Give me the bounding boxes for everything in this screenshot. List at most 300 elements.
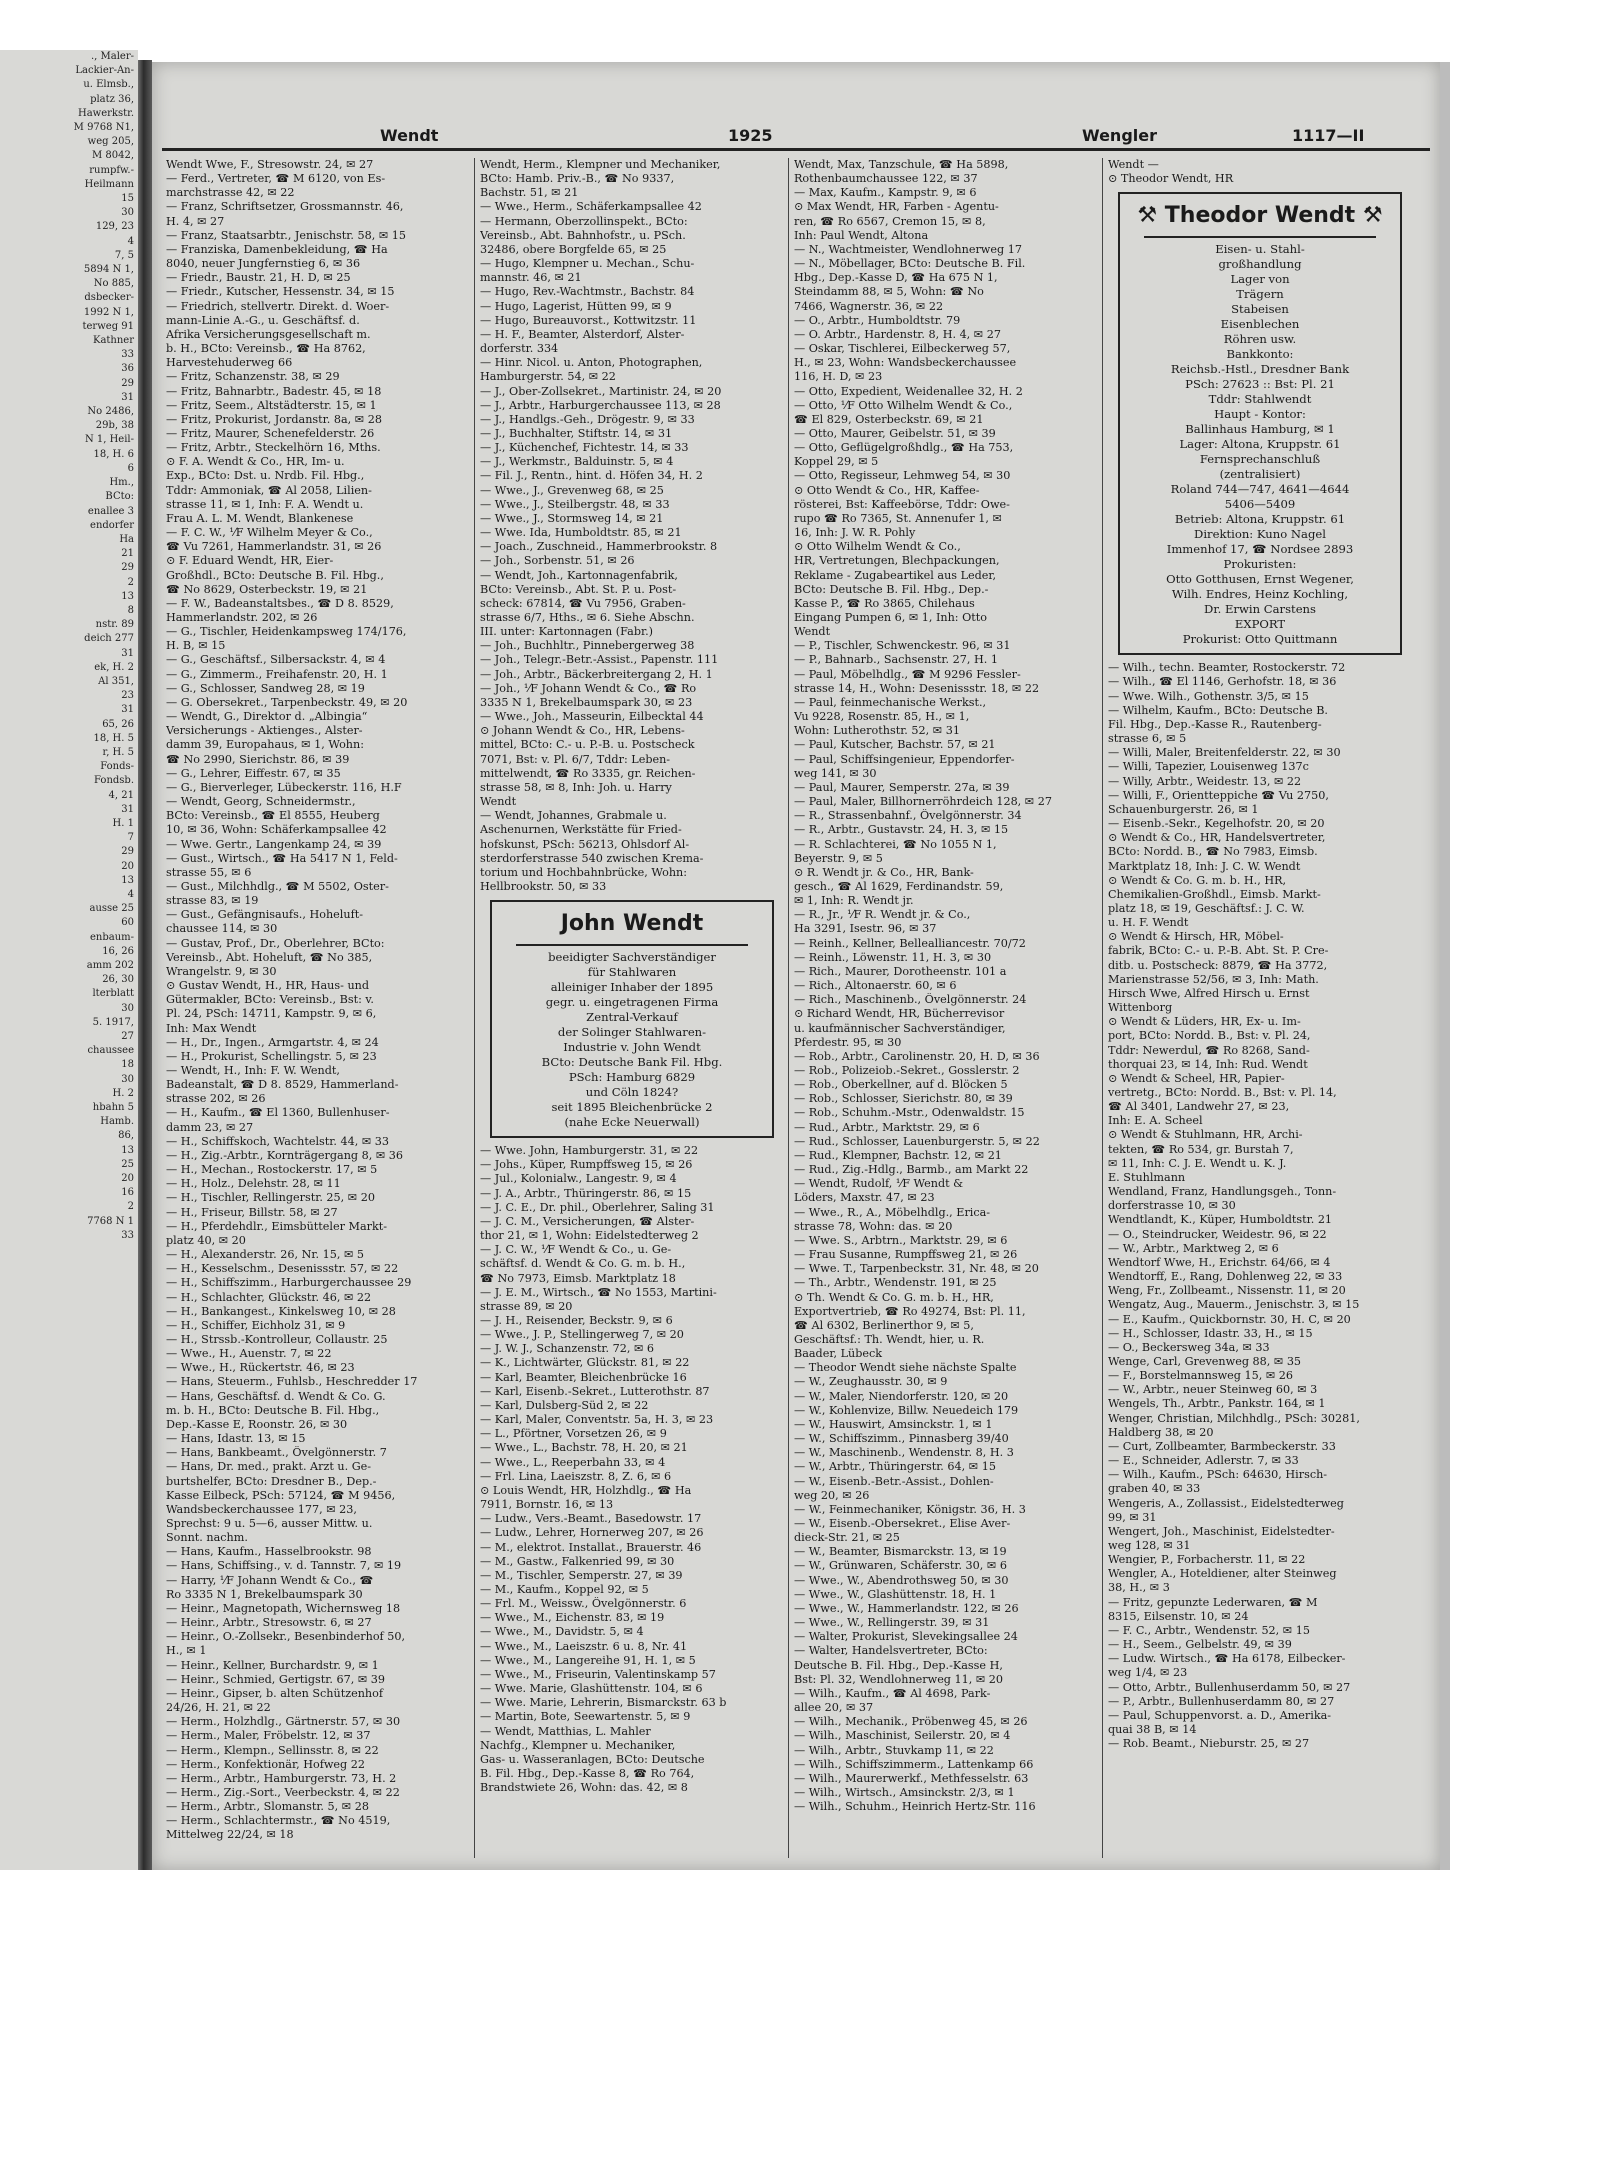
directory-entry: ☎ Vu 7261, Hammerlandstr. 31, ✉ 26 — [166, 540, 382, 554]
directory-entry: — O., Steindrucker, Weidestr. 96, ✉ 22 — [1108, 1227, 1327, 1241]
directory-entry: Ro 3335 N 1, Brekelbaumspark 30 — [166, 1587, 363, 1601]
directory-entry: — Heinr., Gipser, b. alten Schützenhof — [166, 1686, 383, 1700]
directory-entry: — Otto, Geflügelgroßhdlg., ☎ Ha 753, — [794, 441, 1014, 455]
directory-entry: — Fritz, Schanzenstr. 38, ✉ 29 — [166, 370, 340, 384]
directory-entry: — Otto, Regisseur, Lehmweg 54, ✉ 30 — [794, 469, 1011, 483]
sliver-line: 20 — [121, 860, 134, 872]
directory-entry: — H., Pferdehdlr., Eimsbütteler Markt- — [166, 1219, 388, 1233]
sliver-line: 29 — [121, 562, 134, 574]
directory-entry: 8315, Eilsenstr. 10, ✉ 24 — [1108, 1609, 1249, 1623]
directory-entry: — Reinh., Löwenstr. 11, H. 3, ✉ 30 — [794, 950, 992, 964]
directory-entry: — Frl. M., Weissw., Övelgönnerstr. 6 — [480, 1597, 687, 1611]
directory-entry: 7071, Bst: v. Pl. 6/7, Tddr: Leben- — [480, 752, 671, 766]
directory-entry: — R., Strassenbahnf., Övelgönnerstr. 34 — [794, 809, 1022, 823]
directory-entry: — P., Bahnarb., Sachsenstr. 27, H. 1 — [794, 653, 998, 667]
sliver-line: M 9768 N1, — [73, 122, 134, 134]
directory-entry: 16, Inh: J. W. R. Pohly — [794, 526, 916, 540]
directory-entry: 24/26, H. 21, ✉ 22 — [166, 1701, 271, 1715]
directory-entry: — Max, Kaufm., Kampstr. 9, ✉ 6 — [794, 186, 977, 200]
directory-entry: — Paul, Schuppenvorst. a. D., Amerika- — [1108, 1708, 1332, 1722]
directory-entry: 7466, Wagnerstr. 36, ✉ 22 — [794, 299, 944, 313]
sliver-line: 31 — [121, 391, 134, 403]
advertisement-rule — [516, 944, 748, 946]
sliver-line: deich 277 — [84, 633, 134, 645]
directory-entry: Koppel 29, ✉ 5 — [794, 455, 879, 469]
advertisement-line: gegr. u. eingetragenen Firma — [545, 995, 719, 1010]
directory-entry: — Wwe., M., Langereihe 91, H. 1, ✉ 5 — [480, 1653, 696, 1667]
sliver-line: ek, H. 2 — [94, 661, 134, 673]
directory-entry: schäftsf. d. Wendt & Co. G. m. b. H., — [480, 1257, 686, 1271]
directory-entry: — Paul, Maurer, Semperstr. 27a, ✉ 39 — [794, 780, 1010, 794]
directory-entry: ⊙ Johann Wendt & Co., HR, Lebens- — [480, 724, 685, 738]
sliver-line: Lackier-An- — [75, 65, 134, 77]
sliver-line: chaussee — [87, 1045, 134, 1057]
directory-entry: chaussee 114, ✉ 30 — [166, 922, 278, 936]
header-page-number: 1117—II — [1292, 126, 1365, 145]
sliver-line: 4 — [127, 235, 134, 247]
sliver-line: 26, 30 — [102, 974, 134, 986]
directory-entry: ✉ 11, Inh: C. J. E. Wendt u. K. J. — [1108, 1156, 1287, 1170]
directory-entry: — Wwe. John, Hamburgerstr. 31, ✉ 22 — [480, 1144, 699, 1158]
directory-entry: — Wwe., L., Bachstr. 78, H. 20, ✉ 21 — [480, 1441, 688, 1455]
directory-entry: — Hugo, Bureauvorst., Kottwitzstr. 11 — [480, 313, 697, 327]
directory-entry: Wrangelstr. 9, ✉ 30 — [166, 964, 277, 978]
directory-entry: port, BCto: Nordd. B., Bst: v. Pl. 24, — [1108, 1029, 1311, 1043]
sliver-line: Al 351, — [98, 675, 134, 687]
advertisement-line: Reichsb.-Hstl., Dresdner Bank — [1170, 362, 1350, 377]
directory-entry: BCto: Vereinsb., Abt. St. P. u. Post- — [480, 582, 677, 596]
sliver-line: BCto: — [105, 491, 134, 503]
directory-entry: — J., Arbtr., Harburgerchaussee 113, ✉ 28 — [480, 398, 721, 412]
directory-entry: — Fil. J., Rentn., hint. d. Höfen 34, H. 2 — [480, 469, 703, 483]
advertisement-line: Dr. Erwin Carstens — [1204, 602, 1316, 617]
advertisement-line: Wilh. Endres, Heinz Kochling, — [1171, 587, 1349, 602]
directory-entry: — F., Borstelmannsweg 15, ✉ 26 — [1108, 1369, 1294, 1383]
directory-entry: ☎ Al 6302, Berlinerthor 9, ✉ 5, — [794, 1318, 974, 1332]
directory-entry: Aschenurnen, Werkstätte für Fried- — [480, 823, 682, 837]
directory-entry: — W., Maler, Niendorferstr. 120, ✉ 20 — [794, 1389, 1009, 1403]
directory-entry: BCto: Vereinsb., ☎ El 8555, Heuberg — [166, 809, 380, 823]
directory-entry: — Wendt, Rudolf, ⅟F Wendt & — [794, 1177, 964, 1191]
directory-entry: — Hugo, Rev.-Wachtmstr., Bachstr. 84 — [480, 285, 695, 299]
advertisement-line: PSch: Hamburg 6829 — [568, 1070, 696, 1085]
directory-entry: Inh: E. A. Scheel — [1108, 1114, 1203, 1128]
advertisement-line: Lager: Altona, Kruppstr. 61 — [1179, 437, 1341, 452]
directory-entry: — J. H., Reisender, Beckstr. 9, ✉ 6 — [480, 1314, 673, 1327]
directory-entry: — Wwe., J. P., Stellingerweg 7, ✉ 20 — [480, 1328, 684, 1342]
directory-entry: — J., Buchhalter, Stiftstr. 14, ✉ 31 — [480, 426, 673, 440]
directory-entry: — Rob. Beamt., Nieburstr. 25, ✉ 27 — [1108, 1737, 1310, 1751]
directory-entry: ☎ El 829, Osterbeckstr. 69, ✉ 21 — [794, 412, 984, 426]
directory-entry: — K., Lichtwärter, Glückstr. 81, ✉ 22 — [480, 1356, 690, 1370]
directory-entry: — O., Beckersweg 34a, ✉ 33 — [1108, 1340, 1270, 1354]
directory-entry: — H., Schiffszimm., Harburgerchaussee 29 — [166, 1276, 412, 1290]
directory-entry: — H., Alexanderstr. 26, Nr. 15, ✉ 5 — [166, 1248, 364, 1262]
directory-entry: — H., Seem., Gelbelstr. 49, ✉ 39 — [1108, 1638, 1292, 1652]
sliver-line: enbaum- — [89, 931, 134, 943]
directory-entry: — Wilh., Mechanik., Pröbenweg 45, ✉ 26 — [794, 1715, 1028, 1729]
directory-entry: Steindamm 88, ✉ 5, Wohn: ☎ No — [794, 285, 984, 299]
directory-entry: — Wwe., J., Grevenweg 68, ✉ 25 — [480, 483, 664, 497]
directory-entry: — Wwe. S., Arbtrn., Marktstr. 29, ✉ 6 — [794, 1233, 1008, 1247]
directory-entry: — H., Schlachter, Glückstr. 46, ✉ 22 — [166, 1290, 372, 1304]
directory-entry: — Wendt, Johannes, Grabmale u. — [480, 809, 667, 823]
directory-entry: strasse 14, H., Wohn: Desenissstr. 18, ✉ 22 — [794, 681, 1040, 695]
directory-entry: Hbg., Dep.-Kasse D, ☎ Ha 675 N 1, — [794, 271, 998, 285]
directory-entry: gesch., ☎ Al 1629, Ferdinandstr. 59, — [794, 879, 1004, 893]
directory-entry: quai 38 B, ✉ 14 — [1108, 1723, 1197, 1737]
advertisement-line: Trägern — [1236, 287, 1284, 302]
directory-entry: — Otto, Arbtr., Bullenhuserdamm 50, ✉ 27 — [1108, 1680, 1351, 1694]
directory-entry: — H., Dr., Ingen., Armgartstr. 4, ✉ 24 — [166, 1035, 379, 1049]
sliver-line: 15 — [121, 193, 134, 205]
directory-entry: strasse 202, ✉ 26 — [166, 1092, 266, 1106]
column-2 — [480, 158, 784, 1858]
directory-entry: — W., Schiffszimm., Pinnasberg 39/40 — [794, 1432, 1009, 1446]
directory-entry: Marienstrasse 52/56, ✉ 3, Inh: Math. — [1108, 972, 1319, 986]
directory-entry: — Joh., Arbtr., Bäckerbreitergang 2, H. 1 — [480, 667, 713, 681]
directory-entry: — Wilh., Arbtr., Stuvkamp 11, ✉ 22 — [794, 1743, 994, 1757]
directory-entry: ⊙ Theodor Wendt, HR — [1108, 172, 1234, 186]
directory-entry: — N., Möbellager, BCto: Deutsche B. Fil. — [794, 257, 1026, 271]
sliver-line: 1992 N 1, — [83, 306, 134, 318]
directory-entry: — Herm., Holzhdlg., Gärtnerstr. 57, ✉ 30 — [166, 1715, 401, 1729]
directory-entry: marchstrasse 42, ✉ 22 — [166, 186, 295, 200]
sliver-line: 29b, 38 — [95, 420, 134, 432]
directory-entry: — Wwe. Wilh., Gothenstr. 3/5, ✉ 15 — [1108, 689, 1309, 703]
directory-entry: — Rob., Polizeiob.-Sekret., Gosslerstr. 2 — [794, 1064, 1020, 1077]
directory-entry: — E., Schneider, Adlerstr. 7, ✉ 33 — [1108, 1454, 1299, 1468]
directory-entry: scheck: 67814, ☎ Vu 7956, Graben- — [480, 596, 686, 610]
directory-entry: mittelwendt, ☎ Ro 3335, gr. Reichen- — [480, 766, 696, 780]
advertisement-line: Direktion: Kuno Nagel — [1194, 527, 1326, 542]
directory-entry: — Wwe., Herm., Schäferkampsallee 42 — [480, 200, 702, 214]
directory-entry: strasse 58, ✉ 8, Inh: Joh. u. Harry — [480, 780, 672, 794]
directory-entry: — Curt, Zollbeamter, Barmbeckerstr. 33 — [1108, 1439, 1336, 1453]
sliver-line: 36 — [121, 363, 134, 375]
directory-entry: strasse 89, ✉ 20 — [480, 1299, 573, 1313]
directory-entry: Sprechst: 9 u. 5—6, ausser Mittw. u. — [166, 1517, 373, 1530]
directory-entry: — Hans, Idastr. 13, ✉ 15 — [166, 1432, 306, 1446]
directory-entry: u. kaufmännischer Sachverständiger, — [794, 1021, 1006, 1035]
directory-entry: — G., Schlosser, Sandweg 28, ✉ 19 — [166, 681, 365, 695]
sliver-line: H. 1 — [112, 817, 134, 829]
sliver-line: 86, — [118, 1130, 134, 1142]
sliver-line: 13 — [121, 1144, 134, 1156]
directory-entry: strasse 11, ✉ 1, Inh: F. A. Wendt u. — [166, 497, 364, 511]
directory-entry: Kasse Eilbeck, PSch: 57124, ☎ M 9456, — [166, 1488, 396, 1502]
advertisement-line: (zentralisiert) — [1219, 467, 1301, 482]
directory-entry: — Willi, Tapezier, Louisenweg 137c — [1108, 760, 1309, 774]
directory-entry: — Wilh., Maurerwerkf., Methfesselstr. 63 — [794, 1771, 1029, 1785]
sliver-line: lterblatt — [92, 988, 134, 1000]
sliver-line: 23 — [121, 690, 134, 702]
advertisement-line: Prokuristen: — [1223, 557, 1297, 572]
directory-entry: Haldberg 38, ✉ 20 — [1108, 1425, 1214, 1439]
directory-entry: ☎ No 7973, Eimsb. Marktplatz 18 — [480, 1271, 676, 1285]
column-1 — [166, 158, 470, 1858]
sliver-line: Ha — [119, 533, 134, 545]
advertisement-line: für Stahlwaren — [587, 965, 677, 980]
directory-entry: strasse 83, ✉ 19 — [166, 894, 259, 908]
directory-entry: — Ludw. Wirtsch., ☎ Ha 6178, Eilbecker- — [1108, 1652, 1346, 1666]
directory-entry: Harvestehuderweg 66 — [166, 356, 293, 370]
directory-entry: H., ✉ 1 — [166, 1644, 207, 1658]
directory-entry: — Fritz, Seem., Altstädterstr. 15, ✉ 1 — [166, 398, 377, 412]
book-gutter — [138, 60, 152, 1870]
directory-entry: Wendt Wwe, F., Stresowstr. 24, ✉ 27 — [166, 158, 374, 171]
sliver-line: 13 — [121, 590, 134, 602]
directory-entry: — Joach., Zuschneid., Hammerbrookstr. 8 — [480, 540, 718, 554]
directory-entry: — M., elektrot. Installat., Brauerstr. 46 — [480, 1540, 702, 1554]
directory-entry: BCto: Hamb. Priv.-B., ☎ No 9337, — [480, 172, 675, 186]
directory-entry: — Wilhelm, Kaufm., BCto: Deutsche B. — [1108, 703, 1328, 717]
directory-entry: weg 141, ✉ 30 — [794, 766, 877, 780]
directory-entry: — Gustav, Prof., Dr., Oberlehrer, BCto: — [166, 936, 385, 950]
directory-entry: — Wilh., Wirtsch., Amsinckstr. 2/3, ✉ 1 — [794, 1785, 1015, 1799]
sliver-line: 4 — [127, 888, 134, 900]
directory-entry: weg 128, ✉ 31 — [1108, 1539, 1191, 1552]
advertisement-line: der Solinger Stahlwaren- — [557, 1025, 707, 1040]
directory-entry: — N., Wachtmeister, Wendlohnerweg 17 — [794, 242, 1022, 256]
sliver-line: 31 — [121, 704, 134, 716]
directory-entry: — R., Jr., ⅟F R. Wendt jr. & Co., — [794, 908, 971, 922]
directory-entry: — Gust., Gefängnisaufs., Hoheluft- — [166, 908, 363, 922]
sliver-line: 25 — [121, 1158, 134, 1170]
advertisement-line: Fernsprechanschluß — [1199, 452, 1321, 467]
directory-entry: — Hugo, Klempner u. Mechan., Schu- — [480, 257, 695, 271]
directory-entry: — J. W. J., Schanzenstr. 72, ✉ 6 — [480, 1342, 655, 1356]
directory-entry: — Rich., Altonaerstr. 60, ✉ 6 — [794, 979, 957, 993]
sliver-line: 30 — [121, 207, 134, 219]
directory-entry: — Theodor Wendt siehe nächste Spalte — [794, 1361, 1017, 1375]
directory-entry: — Wwe. Marie, Lehrerin, Bismarckstr. 63 b — [480, 1696, 727, 1710]
directory-entry: Rothenbaumchaussee 122, ✉ 37 — [794, 172, 978, 186]
directory-entry: weg 1/4, ✉ 23 — [1108, 1666, 1188, 1680]
directory-entry: — Wwe., W., Abendrothsweg 50, ✉ 30 — [794, 1573, 1009, 1587]
sliver-line: Fondsb. — [94, 775, 134, 787]
sliver-line: ., Maler- — [90, 51, 134, 62]
column-4 — [1108, 158, 1412, 1858]
sliver-line: 16 — [121, 1187, 134, 1199]
directory-entry: Eingang Pumpen 6, ✉ 1, Inh: Otto — [794, 611, 988, 624]
directory-entry: hofskunst, PSch: 56213, Ohlsdorf Al- — [480, 837, 690, 851]
advertisement-line: Zentral-Verkauf — [586, 1010, 678, 1025]
directory-entry: — W., Hauswirt, Amsinckstr. 1, ✉ 1 — [794, 1417, 993, 1431]
directory-entry: Bst: Pl. 32, Wendlohnerweg 11, ✉ 20 — [794, 1672, 1004, 1686]
directory-entry: — Wilh., Schuhm., Heinrich Hertz-Str. 116 — [794, 1800, 1036, 1814]
directory-entry: — Fritz, Prokurist, Jordanstr. 8a, ✉ 28 — [166, 412, 382, 426]
directory-entry: dorferstrasse 10, ✉ 30 — [1108, 1199, 1236, 1213]
directory-entry: — J., Handlgs.-Geh., Drögestr. 9, ✉ 33 — [480, 412, 695, 426]
sliver-line: 20 — [121, 1173, 134, 1185]
directory-entry: — J., Küchenchef, Fichtestr. 14, ✉ 33 — [480, 441, 689, 455]
directory-entry: — Friedrich, stellvertr. Direkt. d. Woer- — [166, 299, 390, 313]
directory-entry: — M., Kaufm., Koppel 92, ✉ 5 — [480, 1582, 649, 1596]
directory-entry: — Rud., Klempner, Bachstr. 12, ✉ 21 — [794, 1148, 1002, 1162]
sliver-line: N 1, Heil- — [84, 434, 134, 446]
directory-entry: — W., Eisenb.-Obersekret., Elise Aver- — [794, 1517, 1011, 1530]
directory-entry: Geschäftsf.: Th. Wendt, hier, u. R. — [794, 1332, 985, 1346]
sliver-line: 30 — [121, 1002, 134, 1014]
directory-entry: Wenge, Carl, Grevenweg 88, ✉ 35 — [1108, 1354, 1302, 1368]
header-year: 1925 — [728, 126, 773, 145]
advertisement-line: beeidigter Sachverständiger — [548, 950, 716, 965]
advertisement-line: Eisenblechen — [1220, 317, 1300, 332]
directory-entry: Dep.-Kasse E, Roonstr. 26, ✉ 30 — [166, 1417, 348, 1431]
sliver-line: 33 — [121, 349, 134, 361]
directory-entry: ☎ Al 3401, Landwehr 27, ✉ 23, — [1108, 1100, 1290, 1114]
directory-entry: allee 20, ✉ 37 — [794, 1701, 874, 1715]
directory-entry: — Wendt, Matthias, L. Mahler — [480, 1724, 651, 1738]
sliver-line: nstr. 89 — [95, 619, 134, 631]
advertisement-line: Roland 744—747, 4641—4644 — [1170, 482, 1350, 497]
directory-entry: — Wwe. Gertr., Langenkamp 24, ✉ 39 — [166, 837, 382, 851]
sliver-line: 16, 26 — [102, 945, 134, 957]
directory-entry: Wandsbeckerchaussee 177, ✉ 23, — [166, 1502, 357, 1516]
directory-entry: — Heinr., Kellner, Burchardstr. 9, ✉ 1 — [166, 1658, 379, 1672]
directory-entry: — Fritz, Arbtr., Steckelhörn 16, Mths. — [166, 441, 381, 455]
column-3 — [794, 158, 1098, 1858]
directory-entry: — Heinr., Magnetopath, Wichernsweg 18 — [166, 1601, 401, 1615]
directory-entry: — Walter, Handelsvertreter, BCto: — [794, 1644, 988, 1658]
directory-entry: Wengler, A., Hoteldiener, alter Steinweg — [1108, 1567, 1337, 1581]
directory-entry: tekten, ☎ Ro 534, gr. Burstah 7, — [1108, 1142, 1294, 1156]
directory-entry: strasse 78, Wohn: das. ✉ 20 — [794, 1219, 953, 1233]
directory-entry: damm 39, Europahaus, ✉ 1, Wohn: — [166, 738, 364, 752]
directory-entry: — Friedr., Baustr. 21, H. D, ✉ 25 — [166, 271, 351, 285]
directory-entry: platz 40, ✉ 20 — [166, 1233, 246, 1247]
directory-entry: — Reinh., Kellner, Bellealliancestr. 70/72 — [794, 936, 1026, 950]
directory-entry: — Wilh., Maschinist, Seilerstr. 20, ✉ 4 — [794, 1729, 1011, 1743]
directory-entry: Nachfg., Klempner u. Mechaniker, — [480, 1738, 676, 1752]
sliver-line: 2 — [127, 576, 134, 588]
directory-entry: — Hugo, Lagerist, Hütten 99, ✉ 9 — [480, 299, 672, 313]
directory-entry: Tddr: Newerdul, ☎ Ro 8268, Sand- — [1108, 1043, 1310, 1057]
directory-entry: m. b. H., BCto: Deutsche B. Fil. Hbg., — [166, 1403, 380, 1417]
directory-entry: — H., Kesselschm., Desenissstr. 57, ✉ 22 — [166, 1262, 399, 1276]
sliver-line: 18, H. 6 — [93, 448, 134, 460]
directory-entry: Vereinsb., Abt. Hoheluft, ☎ No 385, — [166, 950, 373, 964]
directory-entry: Baader, Lübeck — [794, 1347, 883, 1361]
directory-entry: — Franziska, Damenbekleidung, ☎ Ha — [166, 242, 388, 256]
sliver-line: 5. 1917, — [92, 1016, 134, 1028]
page-header — [162, 120, 1430, 148]
directory-entry: sterdorferstrasse 540 zwischen Krema- — [480, 851, 704, 865]
directory-entry: BCto: Deutsche B. Fil. Hbg., Dep.- — [794, 582, 989, 596]
column-divider — [474, 158, 475, 1858]
directory-entry: — Wwe., M., Davidstr. 5, ✉ 4 — [480, 1625, 644, 1639]
directory-entry: 99, ✉ 31 — [1108, 1510, 1157, 1524]
directory-entry: — J. C. M., Versicherungen, ☎ Alster- — [480, 1214, 695, 1228]
directory-entry: Bachstr. 51, ✉ 21 — [480, 186, 579, 200]
directory-entry: ⊙ Wendt & Hirsch, HR, Möbel- — [1108, 930, 1284, 944]
directory-entry: ⊙ Richard Wendt, HR, Bücherrevisor — [794, 1007, 1005, 1021]
directory-entry: Fil. Hbg., Dep.-Kasse R., Rautenberg- — [1108, 717, 1322, 731]
directory-entry: III. unter: Kartonnagen (Fabr.) — [480, 625, 654, 639]
directory-entry: — Gust., Milchhdlg., ☎ M 5502, Oster- — [166, 879, 389, 893]
advertisement-line: Otto Gotthusen, Ernst Wegener, — [1166, 572, 1354, 587]
directory-entry: — Karl, Beamter, Bleichenbrücke 16 — [480, 1370, 687, 1384]
directory-entry: Gütermakler, BCto: Vereinsb., Bst: v. — [166, 993, 374, 1007]
directory-entry: — Wwe. T., Tarpenbeckstr. 31, Nr. 48, ✉ 20 — [794, 1262, 1039, 1276]
directory-entry: Wengeris, A., Zollassist., Eidelstedterweg — [1108, 1496, 1344, 1510]
directory-entry: strasse 6/7, Hths., ✉ 6. Siehe Abschn. — [480, 611, 695, 624]
directory-entry: Hamburgerstr. 54, ✉ 22 — [480, 370, 616, 384]
sliver-line: 33 — [121, 1229, 134, 1241]
directory-entry: — Hans, Geschäftsf. d. Wendt & Co. G. — [166, 1389, 386, 1403]
directory-entry: Wittenborg — [1108, 1001, 1173, 1015]
advertisement-line: Röhren usw. — [1223, 332, 1297, 347]
directory-entry: — W., Beamter, Bismarckstr. 13, ✉ 19 — [794, 1545, 1007, 1559]
directory-entry: weg 20, ✉ 26 — [794, 1488, 870, 1502]
directory-entry: — Wwe., Joh., Masseurin, Eilbecktal 44 — [480, 710, 704, 724]
sliver-line: 27 — [121, 1031, 134, 1043]
directory-entry: dorferstr. 334 — [480, 342, 559, 356]
directory-entry: — J. E. M., Wirtsch., ☎ No 1553, Martini- — [480, 1285, 717, 1299]
directory-entry: Wohn: Lutherothstr. 52, ✉ 31 — [794, 724, 960, 738]
directory-entry: — F. C. W., ⅟F Wilhelm Meyer & Co., — [166, 526, 373, 540]
directory-entry: b. H., BCto: Vereinsb., ☎ Ha 8762, — [166, 342, 366, 356]
directory-entry: Weng, Fr., Zollbeamt., Nissenstr. 11, ✉ 20 — [1108, 1284, 1346, 1298]
directory-entry: — H., Bankangest., Kinkelsweg 10, ✉ 28 — [166, 1304, 396, 1318]
directory-entry: — W., Zeughausstr. 30, ✉ 9 — [794, 1375, 948, 1389]
sliver-line: 7 — [127, 832, 134, 844]
directory-entry: — Wwe., W., Rellingerstr. 39, ✉ 31 — [794, 1616, 990, 1630]
directory-entry: Afrika Versicherungsgesellschaft m. — [166, 327, 371, 341]
directory-entry: — Wwe., W., Glashüttenstr. 18, H. 1 — [794, 1587, 997, 1601]
directory-entry: vertretg., BCto: Nordd. B., Bst: v. Pl. 14, — [1108, 1086, 1337, 1099]
directory-entry: platz 18, ✉ 19, Geschäftsf.: J. C. W. — [1108, 901, 1305, 915]
directory-entry: — Wwe., J., Stormsweg 14, ✉ 21 — [480, 511, 664, 525]
directory-entry: — J., Ober-Zollsekret., Martinistr. 24, ✉ 20 — [480, 384, 722, 398]
directory-entry: — H., Holz., Delehstr. 28, ✉ 11 — [166, 1177, 341, 1191]
directory-entry: — Rob., Schlosser, Sierichstr. 80, ✉ 39 — [794, 1092, 1013, 1106]
directory-entry: damm 23, ✉ 27 — [166, 1120, 254, 1134]
directory-entry: — O. Arbtr., Hardenstr. 8, H. 4, ✉ 27 — [794, 327, 1001, 341]
directory-entry: — Martin, Bote, Seewartenstr. 5, ✉ 9 — [480, 1710, 691, 1724]
directory-entry: — Joh., Telegr.-Betr.-Assist., Papenstr. 111 — [480, 653, 719, 667]
advertisement-line: Lager von — [1230, 272, 1290, 287]
directory-entry: — Wwe., M., Friseurin, Valentinskamp 57 — [480, 1667, 716, 1681]
directory-entry: H. 4, ✉ 27 — [166, 214, 225, 228]
directory-entry: — Rich., Maurer, Dorotheenstr. 101 a — [794, 964, 1007, 978]
directory-entry: — Oskar, Tischlerei, Eilbeckerweg 57, — [794, 342, 1011, 356]
directory-entry: — Ludw., Lehrer, Hornerweg 207, ✉ 26 — [480, 1526, 704, 1540]
directory-entry: — Herm., Zig.-Sort., Veerbeckstr. 4, ✉ 22 — [166, 1785, 400, 1799]
directory-entry: Pl. 24, PSch: 14711, Kampstr. 9, ✉ 6, — [166, 1007, 377, 1021]
directory-entry: — W., Grünwaren, Schäferstr. 30, ✉ 6 — [794, 1559, 1007, 1573]
directory-entry: — Herm., Arbtr., Slomanstr. 5, ✉ 28 — [166, 1800, 369, 1814]
directory-entry: — Rob., Arbtr., Carolinenstr. 20, H. D, ✉ 36 — [794, 1049, 1040, 1063]
directory-entry: Hirsch Wwe, Alfred Hirsch u. Ernst — [1108, 986, 1310, 1000]
directory-entry: — Wwe., R., A., Möbelhdlg., Erica- — [794, 1205, 991, 1219]
directory-entry: Beyerstr. 9, ✉ 5 — [794, 851, 883, 865]
directory-entry: — Joh., Sorbenstr. 51, ✉ 26 — [480, 554, 635, 568]
directory-entry: Wengels, Th., Arbtr., Pankstr. 164, ✉ 1 — [1108, 1397, 1326, 1411]
directory-entry: — F. C., Arbtr., Wendenstr. 52, ✉ 15 — [1108, 1623, 1310, 1637]
sliver-line: terweg 91 — [82, 320, 134, 332]
sliver-line: Kathner — [92, 335, 134, 347]
directory-entry: — Fritz, Maurer, Schenefelderstr. 26 — [166, 426, 375, 440]
directory-entry: — W., Arbtr., Marktweg 2, ✉ 6 — [1108, 1241, 1279, 1255]
sliver-line: 5894 N 1, — [83, 264, 134, 276]
directory-entry: — H., Strssb.-Kontrolleur, Collaustr. 25 — [166, 1332, 388, 1346]
directory-entry: — Johs., Küper, Rumpffsweg 15, ✉ 26 — [480, 1158, 693, 1172]
sliver-line: rumpfw.- — [89, 164, 134, 176]
directory-entry: Exportvertrieb, ☎ Ro 49274, Bst: Pl. 11, — [794, 1304, 1026, 1318]
sliver-line: Fonds- — [100, 761, 134, 773]
